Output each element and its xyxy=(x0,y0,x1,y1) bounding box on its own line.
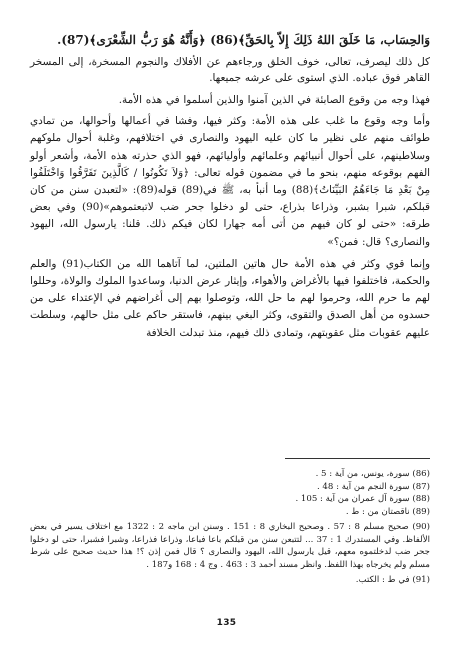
footnote-86: (86) سورة، يونس، من آية : 5 . xyxy=(315,469,430,479)
page-number: 135 xyxy=(216,618,237,628)
footnotes-list xyxy=(30,468,430,587)
footnote-87: (87) سورة النجم من آية : 48 . xyxy=(316,481,430,492)
footnote-90: (90) صحيح مسلم 8 : 57 . وصحيح البخاري 8 : 151 . وسنن ابن ماجه 2 : 1322 مع اختلاف يسير في بعض الألفاظ. وفي المستدرك 1 : 37 ... لتتبعن سنن من قبلكم باعا فباعا، وذراعا فذراعا، وشبرا فشبرا، حتى لو دخلوا جحر ضب لدخلتموه معهم، قيل يارسول الله، اليهود والنصارى ؟ قال فمن إذن ؟! هذا حديث صحيح على شرط مسلم ولم يخرجاه بهذا اللفظ. وانظر مسند أحمد 3 : 463 . وج 4 : 168 و187 . xyxy=(30,522,431,570)
footnote-88: (88) سورة آل عمران من آية : 105 . xyxy=(295,494,430,504)
paragraph-celestial-bodies: كل ذلك ليصرف، تعالى، خوف الخلق ورجاءهم عن الأفلاك والنجوم المسخرة، إلى المسخر القاهر فوق عباده. الذي استوى على عرشه جميعها. xyxy=(30,56,430,85)
paragraph-sabians: فهذا وجه من وقوع الصابئة في الذين آمنوا والذين أسلموا في هذه الأمة. xyxy=(118,93,430,106)
book-page xyxy=(30,30,431,585)
opening-quran-verse-line: وَالحِسَاب، مَا خَلَقَ اللهُ ذَلِكَ إِلاّ بِالحَقِّ﴾(86) ﴿وَأَنَّهُ هُوَ رَبُّ الشِّعْرَى﴾(87). xyxy=(57,33,430,47)
footnote-91: (91) في ط : الكتب. xyxy=(355,575,430,585)
paragraph-two-religions: وإنما قوي وكثر في هذه الأمة حال هاتين الملتين، لما آتاهما الله من الكتاب(91) والعلم والحكمة، فاختلفوا فيها بالأغراض والأهواء، وإيثار عرض الدنيا، وساعدوا الملوك والولاة، وحللوا لهم ما حرم الله، وحرموا لهم ما حل الله، وتوصلوا بهم إلى أغراضهم في الإعتداء على من حسدوه من أهل الصدق والتقوى، وكثر البغي بينهم، فاستقر حاكم على مثل حالهم، وسلطت عليهم عقوبات مثل عقوبتهم، وتمادى ذلك فيهم، منذ تبدلت الخلافة xyxy=(30,257,430,339)
footnote-separator xyxy=(285,458,430,459)
footnote-89: (89) ناقصتان من : ط . xyxy=(345,506,430,517)
main-text xyxy=(30,30,430,342)
paragraph-nation-divisions: وأما وجه وقوع ما غلب على هذه الأمة: وكثر فيها، وفشا في أعمالها وأحوالها، من تمادي طوائف منهم على نظير ما كان عليه اليهود والنصارى في اختلافهم، وغلبة أحوال ملوكهم وسلاطينهم، على أحوال أنبيائهم وعلمائهم وأوليائهم، فهو الذي حذرته هذه الأمة، وأشعر أولو الفهم بوقوعه منهم، بنحو ما في مضمون قوله تعالى: ﴿وَلاَ تَكُونُوا / كَالَّذِينَ تَفَرَّقُوا وَاخْتَلَفُوا مِنْ بَعْدِ مَا جَاءَهُمُ البَيِّنَاتُ﴾(88) وما أنبأ به، ﷺ في(89) قوله(89): «لتعبدن سنن من كان قبلكم، شبرا بشبر، وذراعا بذراع، حتى لو دخلوا جحر ضب لاتبعتموهم»(90) وفي بعض طرقه: «حتى لو كان فيهم من أتى أمه جهارا لكان فيكم ذلك. قلنا: يارسول الله، اليهود والنصارى؟ قال: فمن؟» xyxy=(30,115,431,248)
